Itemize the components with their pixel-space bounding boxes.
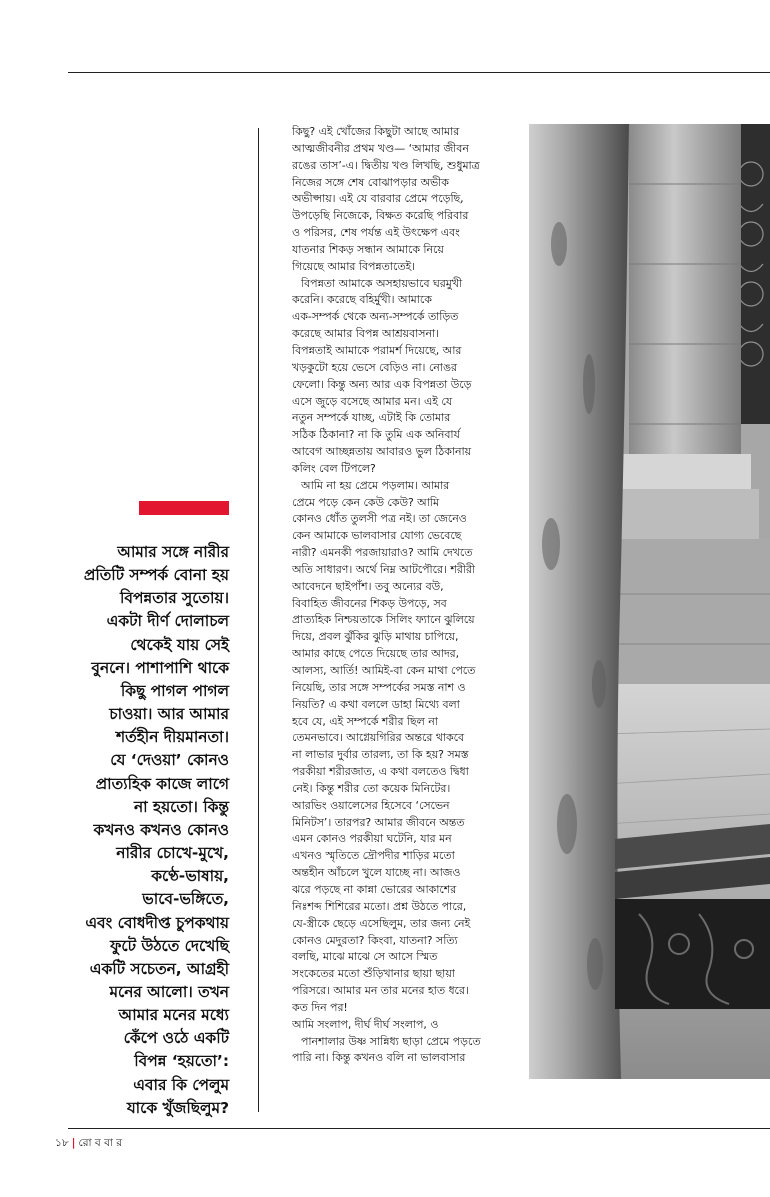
pull-quote-line: আমার সঙ্গে নারীর <box>117 543 229 561</box>
article-line: আমি না হয় প্রেমে পড়লাম। আমার <box>301 478 450 492</box>
article-line: সঠিক ঠিকানা? না কি তুমি এক অনিবার্য <box>292 428 460 442</box>
article-line: সংকেতের মতো শুঁড়িখানার ছায়া ছায়া <box>292 967 455 981</box>
article-line: নিয়েছি, তার সঙ্গে সম্পর্কের সমস্ত নাশ ও <box>292 680 466 694</box>
pull-quote-line: প্রতিটি সম্পর্ক বোনা হয় <box>83 566 229 585</box>
bottom-rule <box>68 1128 770 1129</box>
article-line: অতি সাধারণ। অর্থে নিম্ন আটপৌরে। শরীরী <box>292 562 476 576</box>
accent-red-bar <box>139 501 229 515</box>
pull-quote-line: আমার মনের মধ্যে <box>118 1006 229 1025</box>
article-line: উপড়েছি নিজেকে, বিক্ষত করেছি পরিবার <box>292 209 469 223</box>
article-line: না লাভার দুর্বার তারল্য, তা কি হয়? সমস্ত <box>292 748 469 762</box>
pull-quote <box>56 541 229 1120</box>
article-line: নতুন সম্পর্কে যাচ্ছ, এটাই কি তোমার <box>292 411 451 425</box>
footer-separator: | <box>71 1137 76 1149</box>
article-line: আত্মজীবনীর প্রথম খণ্ড— ‘আমার জীবন <box>292 141 469 155</box>
article-line: প্রেমে পড়ে কেন কেউ কেউ? আমি <box>292 495 440 509</box>
article-body <box>292 124 502 1067</box>
article-line: ঝরে পড়ছে না কান্না ভোরের আকাশের <box>292 882 457 896</box>
article-line: পরিসরে। আমার মন তার মনের হাত ধরে। <box>292 984 469 998</box>
pull-quote-line: কখনও কখনও কোনও <box>93 820 229 839</box>
pull-quote-line: মনের আলো। তখন <box>109 982 229 1001</box>
article-line: আবেদনে ছাইপাঁশ। তবু অন্যের বউ, <box>292 579 444 593</box>
pull-quote-line: যাকে খুঁজছিলুম? <box>126 1098 229 1117</box>
article-photo <box>529 124 770 1079</box>
pillar-base-top <box>621 454 751 489</box>
pull-quote-line: এবার কি পেলুম <box>133 1075 229 1094</box>
column-divider <box>258 128 259 1112</box>
article-line: করেনি। করেছে বহির্মুখী। আমাকে <box>292 293 432 307</box>
article-line: কোনও মেদুরতা? কিংবা, যাতনা? সত্যি <box>292 933 458 947</box>
article-line: দিয়ে, প্রবল ঝুঁকির ঝুড়ি মাথায় চাপিয়ে, <box>292 630 459 644</box>
article-line: কলিং বেল টিপলে? <box>292 461 376 475</box>
article-line: রঙের তাস’-এ। দ্বিতীয় খণ্ড লিখছি, শুধুমাত্র <box>292 158 480 172</box>
article-line: কেন আমাকে ভালবাসার যোগ্য ভেবেছে <box>292 529 462 543</box>
article-line: কত দিন পর! <box>292 1000 348 1014</box>
article-line: আরভিং ওয়ালেসের হিসেবে ‘সেভেন <box>292 798 450 812</box>
article-line: অন্তহীন আঁচলে খুলে যাচ্ছে না। আজও <box>292 866 461 880</box>
pull-quote-line: থেকেই যায় সেই <box>130 635 229 654</box>
pull-quote-line: বুননে। পাশাপাশি থাকে <box>91 658 229 677</box>
article-line: আবেগ আচ্ছন্নতায় আবারও ভুল ঠিকানায় <box>292 445 472 459</box>
pull-quote-line: প্রাত্যহিক কাজে লাগে <box>95 774 229 793</box>
pull-quote-line: যে ‘দেওয়া’ কোনও <box>110 751 229 770</box>
article-line: এমন কোনও পরকীয়া ঘটেনি, যার মন <box>292 832 452 846</box>
article-line: ও পরিসর, শেষ পর্যন্ত এই উৎক্ষেপ এবং <box>292 226 460 240</box>
article-line: নারী? এমনকী পরজায়ারাও? আমি দেখতে <box>292 546 473 560</box>
pull-quote-line: একটা দীর্ণ দোলাচল <box>106 612 229 631</box>
magazine-name: রো ব বা র <box>78 1137 123 1149</box>
pull-quote-line: চাওয়া। আর আমার <box>109 705 229 724</box>
article-line: এক-সম্পর্ক থেকে অন্য-সম্পর্কে তাড়িত <box>292 310 459 324</box>
article-line: আমি সংলাপ, দীর্ঘ দীর্ঘ সংলাপ, ও <box>292 1017 439 1031</box>
pull-quote-line: ফুটে উঠতে দেখেছি <box>110 936 229 955</box>
article-line: তেমনভাবে। আগ্নেয়গিরির অন্তরে থাকবে <box>292 731 465 745</box>
article-line: গিয়েছে আমার বিপন্নতাতেই। <box>292 259 416 273</box>
pull-quote-line: কিছু পাগল পাগল <box>120 681 229 700</box>
pillar-plinth <box>605 539 770 684</box>
article-line: প্রাত্যহিক নিশ্চয়তাকে সিলিং ফ্যানে ঝুলিয়ে <box>292 613 475 627</box>
article-line: নিজের সঙ্গে শেষ বোঝাপড়ার অভীক <box>292 175 449 189</box>
article-line: হবে যে, এই সম্পর্কে শরীর ছিল না <box>292 714 438 728</box>
article-line: যে-স্ত্রীকে ছেড়ে এসেছিলুম, তার জন্য নেই <box>292 916 471 930</box>
article-line: কিছু? এই খোঁজের কিছুটা আছে আমার <box>292 125 460 138</box>
article-line: করেছে আমার বিপন্ন আশ্রয়বাসনা। <box>292 327 440 341</box>
article-line: কোনও ধোঁত তুলসী পত্র নই। তা জেনেও <box>292 512 467 526</box>
article-line: পরকীয়া শরীরজাত, এ কথা বলতেও দ্বিধা <box>292 765 469 779</box>
article-line: অভীপ্সায়। এই যে বারবার প্রেমে পড়েছি, <box>292 192 464 206</box>
article-line: বিবাহিত জীবনের শিকড় উপড়ে, সব <box>292 596 447 610</box>
page-number: ১৮ <box>55 1137 69 1149</box>
pillar-base-mid <box>613 489 759 539</box>
article-line: পানশালার উষ্ণ সান্নিধ্য ছাড়া প্রেমে পড়তে <box>301 1034 481 1048</box>
pull-quote-line: এবং বোধদীপ্ত চুপকথায় <box>85 913 229 932</box>
article-line: মিনিটস’। তারপর? আমার জীবনে অন্তত <box>292 815 465 829</box>
stone-pillar <box>629 124 741 454</box>
article-line: বিপন্নতা আমাকে অসহায়ভাবে ঘরমুখী <box>301 276 463 290</box>
pull-quote-line: বিপন্নতার সুতোয়। <box>120 589 229 608</box>
top-rule <box>68 72 770 73</box>
article-line: যাতনার শিকড় সন্ধান আমাকে নিয়ে <box>292 242 444 256</box>
pull-quote-line: কণ্ঠে-ভাষায়, <box>151 867 229 886</box>
pull-quote-line: একটি সচেতন, আগ্রহী <box>89 959 229 978</box>
article-line: পারি না। কিন্তু কখনও বলি না ভালবাসার <box>292 1051 466 1065</box>
pull-quote-line: ভাবে-ভঙ্গিতে, <box>142 890 229 909</box>
park-bench <box>615 824 770 1009</box>
article-line: এসে জুড়ে বসেছে আমার মন। এই যে <box>292 394 453 408</box>
pull-quote-line: শর্তহীন দীয়মানতা। <box>116 728 229 747</box>
article-line: ফেলো। কিন্তু অন্য আর এক বিপন্নতা উড়ে <box>292 377 472 391</box>
article-line: বলছি, মাঝে মাঝে সে আসে স্মিত <box>292 950 438 964</box>
pull-quote-line: নারীর চোখে-মুখে, <box>116 844 229 863</box>
tree-trunk <box>529 124 629 1079</box>
article-line: নিঃশব্দ শিশিরের মতো। প্রশ্ন উঠতে পারে, <box>292 899 467 913</box>
article-line: নেই। কিন্তু শরীর তো কয়েক মিনিটের। <box>292 781 451 795</box>
article-line: খড়কুটো হয়ে ভেসে বেড়িও না। নোঙর <box>292 360 457 374</box>
pull-quote-line: বিপন্ন ‘হয়তো’: <box>134 1052 229 1071</box>
article-line: বিপন্নতাই আমাকে পরামর্শ দিয়েছে, আর <box>292 343 462 357</box>
pull-quote-line: কেঁপে ওঠে একটি <box>123 1029 229 1048</box>
article-line: এখনও স্মৃতিতে দ্রৌপদীর শাড়ির মতো <box>292 849 455 863</box>
pull-quote-line: না হয়তো। কিন্তু <box>134 797 229 816</box>
article-line: নিয়তি? এ কথা বললে ডাহা মিথ্যে বলা <box>292 697 460 711</box>
page-footer <box>55 1136 122 1153</box>
article-line: আমার কাছে পেতে দিয়েছে তার আদর, <box>292 647 460 661</box>
article-line: আলস্য, আর্তি! আমিই-বা কেন মাথা পেতে <box>292 664 476 677</box>
